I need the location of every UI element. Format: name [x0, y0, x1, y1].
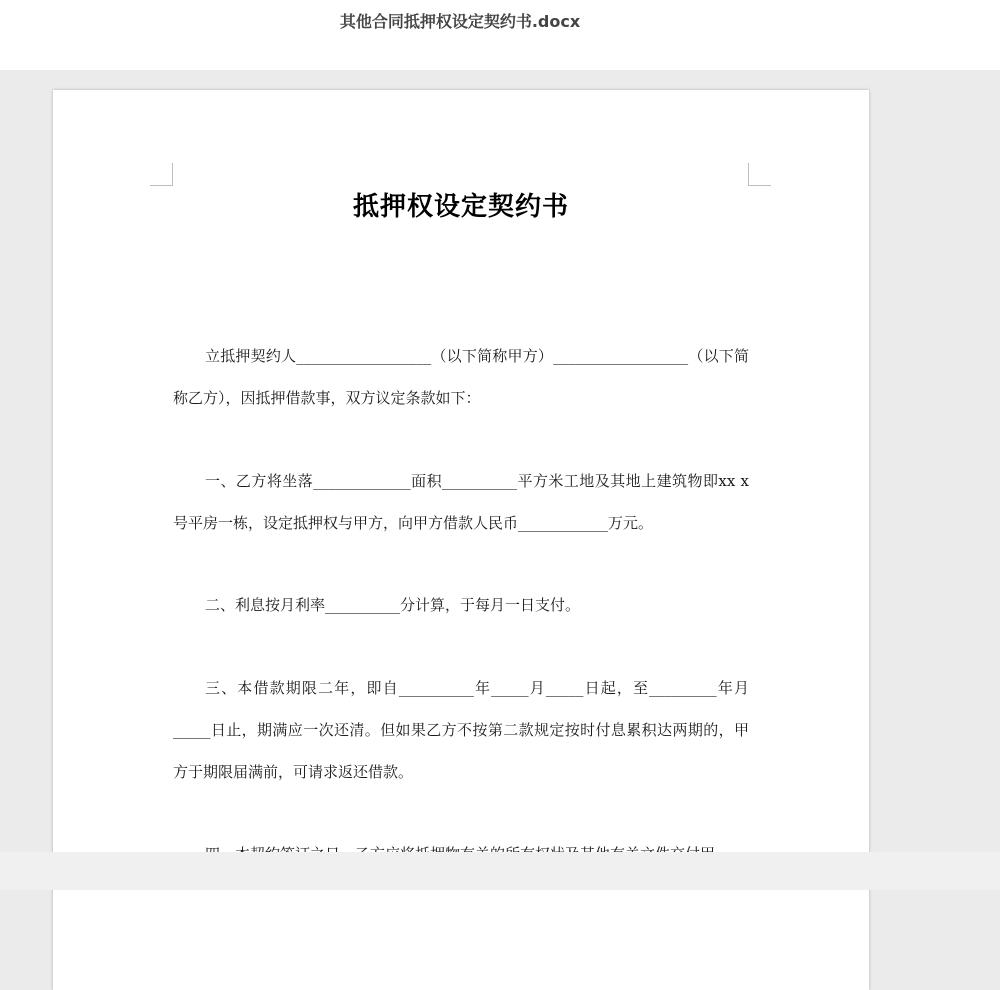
- paragraph-preamble: 立抵押契约人__________________（以下简称甲方）__________________（以下简称乙方），因抵押借款事，双方议定条款如下：: [173, 347, 749, 407]
- file-title: 其他合同抵押权设定契约书.docx: [339, 12, 581, 31]
- crop-mark-left: [150, 163, 173, 186]
- document-viewer[interactable]: [0, 70, 1000, 852]
- title-bar: [0, 0, 1000, 70]
- crop-mark-right: [748, 163, 771, 186]
- document-heading: 抵押权设定契约书: [352, 192, 569, 222]
- paragraph-clause-3: 三、本借款期限二年，即自__________年_____月_____日起，至_________年月_____日止，期满应一次还清。但如果乙方不按第二款规定按时付息累积达两期的，甲方于期限届满前，可请求返还借款。: [173, 679, 749, 781]
- paragraph-clause-1: 一、乙方将坐落_____________面积__________平方米工地及其地上建筑物即xx x号平房一栋，设定抵押权与甲方，向甲方借款人民币____________万元。: [173, 472, 749, 532]
- paragraph-clause-2: 二、利息按月利率__________分计算，于每月一日支付。: [205, 596, 581, 614]
- horizontal-scrollbar[interactable]: [0, 852, 1000, 890]
